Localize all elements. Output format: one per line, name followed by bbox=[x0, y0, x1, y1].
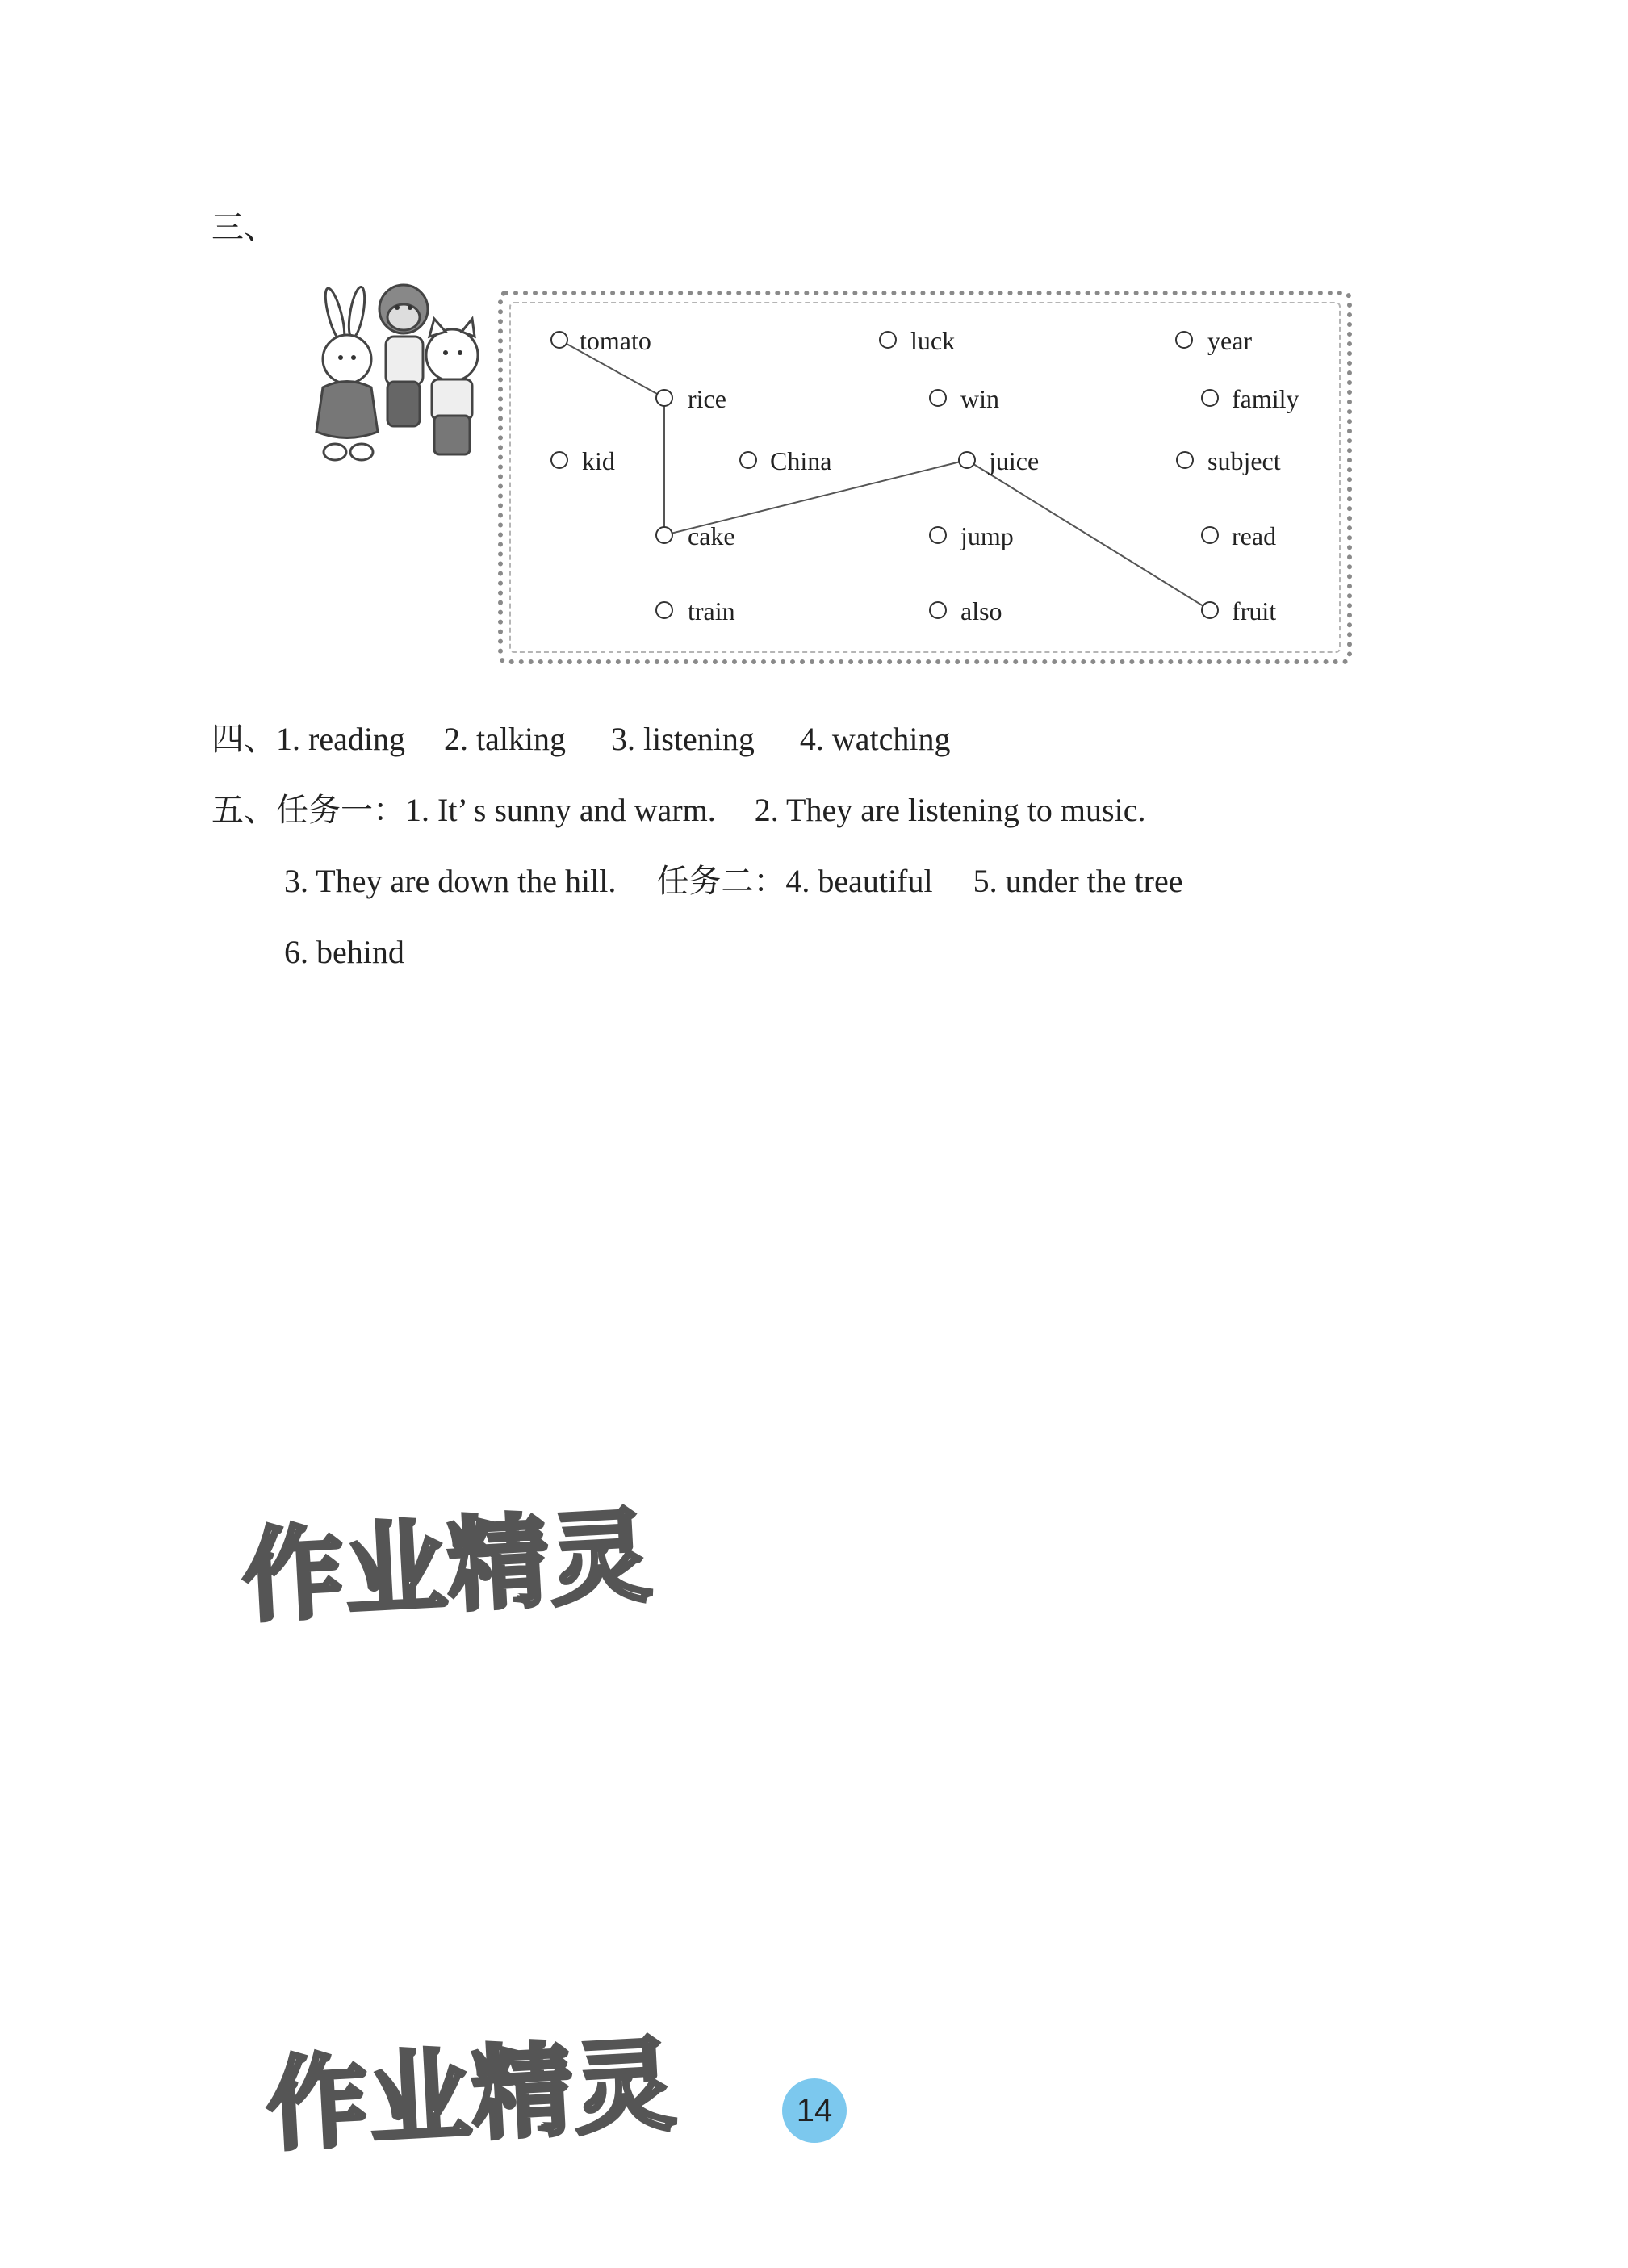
word-win: win bbox=[960, 384, 999, 413]
word-train: train bbox=[688, 596, 735, 626]
watermark-logo: 作业精灵 bbox=[264, 2026, 680, 2165]
circle-win bbox=[929, 389, 947, 407]
word-also: also bbox=[960, 596, 1002, 626]
watermark-logo: 作业精灵 bbox=[240, 1497, 656, 1637]
section-5-line-1 bbox=[211, 794, 1145, 826]
circle-juice bbox=[958, 451, 976, 469]
task-1-answer-1: 1. It’ s sunny and warm. bbox=[405, 792, 716, 828]
section-5-line-3 bbox=[284, 936, 404, 969]
section-4-answers bbox=[211, 723, 950, 755]
page-number: 14 bbox=[796, 2093, 833, 2128]
word-cake: cake bbox=[688, 521, 735, 550]
task-2-answer-6: 6. behind bbox=[284, 934, 404, 970]
word-china: China bbox=[770, 446, 832, 475]
circle-fruit bbox=[1201, 601, 1219, 619]
task-2-answer-4: 4. beautiful bbox=[785, 863, 933, 899]
circle-family bbox=[1201, 389, 1219, 407]
word-rice: rice bbox=[688, 384, 726, 413]
section-5-line-2 bbox=[284, 865, 1182, 898]
circle-read bbox=[1201, 526, 1219, 544]
word-luck: luck bbox=[910, 326, 956, 355]
circle-subject bbox=[1176, 451, 1194, 469]
word-kid: kid bbox=[582, 446, 615, 475]
section-4-label: 四、 bbox=[211, 721, 276, 757]
word-jump: jump bbox=[960, 521, 1014, 550]
section-4-answer-2: 2. talking bbox=[443, 721, 567, 757]
word-juice: juice bbox=[989, 446, 1040, 475]
task-1-answer-2: 2. They are listening to music. bbox=[754, 792, 1146, 828]
word-fruit: fruit bbox=[1232, 596, 1277, 626]
circle-kid bbox=[550, 451, 568, 469]
word-tomato: tomato bbox=[580, 326, 651, 355]
circle-year bbox=[1175, 331, 1193, 349]
circle-jump bbox=[929, 526, 947, 544]
task-1-label: 任务一： bbox=[276, 792, 405, 828]
circle-also bbox=[929, 601, 947, 619]
word-subject: subject bbox=[1207, 446, 1281, 475]
section-4-answer-3: 3. listening bbox=[611, 721, 755, 757]
circle-tomato bbox=[550, 331, 568, 349]
circle-train bbox=[655, 601, 673, 619]
circle-cake bbox=[655, 526, 673, 544]
section-5-label: 五、 bbox=[211, 792, 276, 828]
word-read: read bbox=[1232, 521, 1277, 550]
section-4-answer-1: 1. reading bbox=[276, 721, 405, 757]
circle-rice bbox=[655, 389, 673, 407]
task-1-answer-3: 3. They are down the hill. bbox=[284, 863, 617, 899]
task-2-answer-5: 5. under the tree bbox=[973, 863, 1183, 899]
section-4-answer-4: 4. watching bbox=[799, 721, 951, 757]
circle-china bbox=[739, 451, 757, 469]
word-family: family bbox=[1232, 384, 1299, 413]
task-2-label: 任务二： bbox=[656, 863, 786, 899]
circle-luck bbox=[879, 331, 897, 349]
word-year: year bbox=[1207, 326, 1253, 355]
section-3-label: 三、 bbox=[211, 209, 276, 245]
